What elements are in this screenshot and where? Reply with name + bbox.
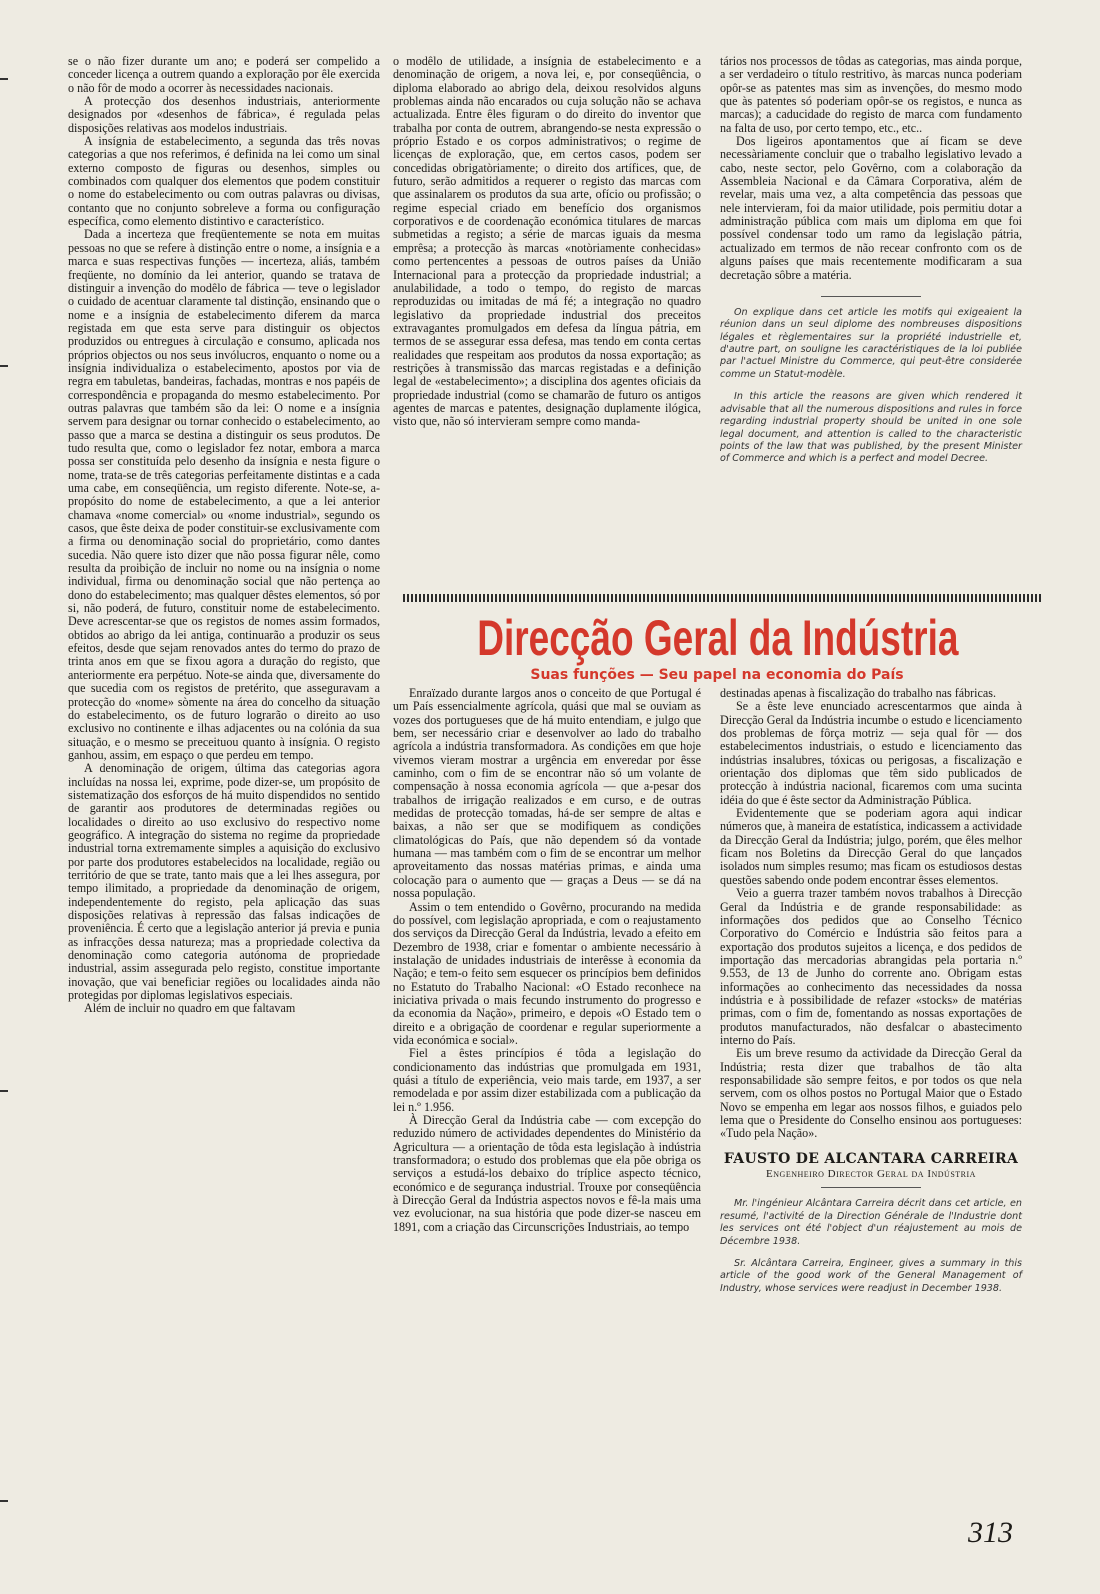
paragraph: Assim o tem entendido o Govêrno, procurando na medida do possível, com legislação apropriada, e com o reajustamento dos serviços da Direcção Geral da Indústria, levado a efeito em Dezembro de 1938, criar e fomentar o ambiente necessário à instalação de unidades industriais de interêsse à economia da Nação; e tem-o feito sem esquecer os princípios bem definidos no Estatuto do Trabalho Nacional: «O Estado reconhece na iniciativa privada o mais fecundo instrumento do progresso e da economia da Nação», primeiro, e depois «O Estado tem o direito e a obrigação de coordenar e regular superiormente a vida económica e social». [393,899,701,1047]
article-title: Direcção Geral da Indústria [477,610,959,666]
paragraph: Fiel a êstes princípios é tôda a legislação do condicionamento das indústrias que promulgada em 1931, quási a título de experiência, veio mais tarde, em 1937, a ser remodelada e por assim dizer estabilizada com a publicação da lei n.º 1.956. [393,1046,701,1114]
article-subtitle: Suas funções — Seu papel na economia do País [530,667,904,683]
paragraph: o modêlo de utilidade, a insígnia de estabelecimento e a denominação de origem, a nova lei, e, por conseqüência, o diploma elaborado ao abrigo dela, deixou resolvidos alguns problemas ainda não encarados ou cuja solução não se achava actualizada. Entre êles figuram o do direito do inventor que trabalha por conta de outrem, abrangendo-se nesta expressão o próprio Estado e os corpos administrativos; o regime de licenças de exploração, que, em certos casos, podem ser concedidas obrigatòriamente; o direito dos artífices, que, de futuro, serão admitidos a requerer o registo das marcas com que assinalarem os produtos da sua arte, ofício ou profissão; o regime especial criado em benefício dos organismos corporativos e de coordenação económica titulares de marcas submetidas a registo; a série de marcas iguais da mesma emprêsa; a protecção às marcas «notòriamente conhecidas» como pertencentes a pessoas de outros países da União Internacional para a protecção da propriedade industrial; a anulabilidade, a todo o tempo, do registo de marcas reproduzidas ou imitadas de má fé; a integração no quadro legislativo da propriedade industrial dos preceitos extravagantes promulgados em defesa da língua pátria, em termos de se assegurar essa defesa, mas tendo em conta certas realidades que respeitam aos produtos da nossa exportação; as restrições à transmissão das marcas registadas e a definição legal de «estabelecimento»; a disciplina dos agentes oficiais da propriedade industrial (como se chamarão de futuro os antigos agentes de marcas e patentes, designação duplamente ilógica, visto que, não só intervieram sempre como manda- [393,54,701,429]
paragraph: Evidentemente que se poderiam agora aqui indicar números que, à maneira de estatística, indicassem a actividade da Direcção Geral da Indústria; julgo, porém, que êles melhor ficam nos Boletins da Direcção Geral do que lançados isolados num simples resumo; mas ficam os estudiosos destas questões sabendo onde podem encontrar êsses elementos. [720,806,1022,887]
paragraph: se o não fizer durante um ano; e poderá ser compelido a conceder licença a outrem quando a exploração por êle exercida o não fôr de modo a ocorrer às necessidades nacionais. [68,54,380,95]
paragraph: Veio a guerra trazer também novos trabalhos à Direcção Geral da Indústria e de grande responsabilidade: as informações dos pedidos que ao Conselho Técnico Corporativo do Comércio e Indústria são feitos para a exportação dos produtos sujeitos a licença, e dos pedidos de importação das mercadorias abrangidas pela portaria n.º 9.553, de 13 de Junho do corrente ano. Obrigam estas informações ao conhecimento das necessidades da nossa indústria e à possibilidade de refazer «stocks» de matérias primas, com o fim de, fomentando as nossas exportações de produtos manufacturados, não desfalcar o abastecimento interno do País. [720,886,1022,1047]
margin-mark [0,78,8,80]
summary-block [720,307,1022,466]
paragraph: A protecção dos desenhos industriais, anteriormente designados por «desenhos de fábrica», é regulada pelas disposições relativas aos modelos industriais. [68,94,380,135]
divider [821,296,921,297]
page-number: 313 [968,1516,1013,1549]
author-role: Engenheiro Director Geral da Indústria [766,1168,976,1181]
author-name: FAUSTO DE ALCANTARA CARREIRA [723,1150,1019,1167]
column-3-top [720,55,1022,476]
article-column-1 [393,687,701,1234]
column-1 [68,55,380,1016]
paragraph: Além de incluir no quadro em que faltavam [84,1001,296,1016]
paragraph: A insígnia de estabelecimento, a segunda das três novas categorias a que nos referimos, é definida na lei como um sinal externo composto de figuras ou desenhos, simples ou combinados com qualquer dos elementos que podem constituir o nome do estabelecimento ou com outras palavras ou divisas, contanto que no conjunto sobreleve a forma ou configuração específica, como elemento distintivo e característico. [68,134,380,229]
article-column-2 [720,687,1022,1305]
column-2-top [393,55,701,429]
paragraph: tários nos processos de tôdas as categorias, mas ainda porque, a ser verdadeiro o título restritivo, às marcas nunca poderiam opôr-se as patentes mas sim as invenções, do mesmo modo que às patentes só poderiam opôr-se os registos, e nunca as marcas); a caducidade do registo de marca com fundamento na falta de uso, por certo tempo, etc., etc.. [720,54,1022,135]
paragraph: destinadas apenas à fiscalização do trabalho nas fábricas. [720,686,997,700]
margin-mark [0,365,8,367]
paragraph: Enraïzado durante largos anos o conceito de que Portugal é um País essencialmente agrícola, quási que mal se ouviam as vozes dos portugueses que de há muito entendiam, e julgo que bem, ser necessário criar e desenvolver ao lado do trabalho agrícola a indústria transformadora. As condições em que hoje vivemos vieram mostrar a urgência em enveredar por êsse caminho, com o fim de se encontrar não só um volante de compensação à nossa economia agrícola — que a-pesar dos trabalhos de irrigação realizados e em curso, e de outras medidas de protecção tomadas, há-de ser sempre de altas e baixas, a não ser que se modifiquem as condições climatológicas do País, que não dependem só da vontade humana — mas também com o fim de se encontrar um melhor aproveitamento das nossas matérias primas, e ainda uma colocação para o aumento que — graças a Deus — se dá na nossa população. [393,686,701,901]
summary-french: On explique dans cet article les motifs qui exigeaient la réunion dans un seul diplome des nombreuses dispositions légales et règlementaires sur la propriété industrielle et, d'autre part, on souligne les caractéristiques de la loi publiée par l'actuel Ministre du Commerce, qui peut-être considerée comme un Statut-modèle. [720,306,1022,380]
paragraph: A denominação de origem, última das categorias agora incluídas na nossa lei, exprime, pode dizer-se, um propósito de sistematização dos esforços de há muito dispendidos no sentido de garantir aos produtores de determinadas regiões ou localidades o direito ao uso exclusivo do respectivo nome geográfico. A integração do sistema no regime da propriedade industrial torna extremamente simples a aquisição do exclusivo por parte dos produtores estabelecidos na localidade, região ou território de que se trate, tanto mais que a lei lhes assegura, por tempo ilimitado, a propriedade da denominação de origem, independentemente do registo, pela aplicação das suas disposições relativas à repressão das falsas indicações de proveniência. É certo que a legislação anterior já previa e punia as infracções dessa natureza; mas a propriedade colectiva da denominação como categoria autónoma de propriedade industrial, assim assegurada pelo registo, constitue importante inovação, que vai beneficiar regiões ou localidades ainda não protegidas por diplomas legislativos especiais. [68,761,380,1003]
summary-french: Mr. l'ingénieur Alcântara Carreira décrit dans cet article, en resumé, l'activité de la Direction Générale de l'Industrie dont les services ont été l'object d'un réajustement au mois de Décembre 1938. [720,1198,1022,1247]
paragraph: Dada a incerteza que freqüentemente se nota em muitas pessoas no que se refere à distinção entre o nome, a insígnia e a marca e suas respectivas funções — incerteza, aliás, também freqüente, no domínio da lei anterior, quando se tratava de distinguir a invenção do modêlo de fábrica — teve o legislador o cuidado de acentuar claramente tal distinção, ensinando que o nome e a insígnia de estabelecimento diferem da marca registada em que esta serve para distinguir os objectos produzidos ou entregues à circulação e consumo, aplicada nos próprios objectos ou nos seus invólucros, enquanto o nome ou a insígnia individualiza o estabelecimento, apostos por via de regra em tabuletas, bandeiras, fachadas, montras e nos papéis de correspondência e propaganda do mesmo estabelecimento. Por outras palavras que também são da lei: O nome e a insígnia servem para designar ou tornar conhecido o estabelecimento, ao passo que a marca se destina a distinguir os seus produtos. De tudo resulta que, como o legislador fez notar, embora a marca possa ser constituída pelo desenho da insígnia e nesta figure o nome, trata-se de três categorias perfeitamente distintas e a cada uma cabe, em conseqüência, um registo diferente. Note-se, a-propósito do nome de estabelecimento, a que a lei anterior chamava «nome comercial» ou «nome industrial», segundo os casos, que êste deixa de poder constituir-se exclusivamente com a firma ou denominação social do proprietário, como dantes sucedia. Não quere isto dizer que não possa figurar nêle, como resulta da proibição de incluir no nome ou na insígnia o nome individual, firma ou denominação social que não pertença ao dono do estabelecimento; mas qualquer dêstes elementos, só por si, não poderá, de futuro, constituir nome de estabelecimento. Deve acrescentar-se que os registos de nomes assim formados, obtidos ao abrigo da lei antiga, continuarão a produzir os seus efeitos, desde que sejam renovados antes do termo do prazo de trinta anos em que se fixou agora a duração do registo, que anteriormente era perpétuo. Note-se ainda que, diversamente do que sucedia com os registos de pretérito, que asseguravam a protecção do «nome» sòmente na área do concelho da situação do estabelecimento, os de futuro lograrão o direito ao uso exclusivo no continente e ilhas adjacentes ou na colónia da sua situação, e o mesmo se preceituou quanto à insígnia. O registo ganhou, assim, em espaço o que perdeu em tempo. [68,227,381,762]
summary-english: In this article the reasons are given which rendered it advisable that all the numerous dispositions and rules in force regarding industrial property should be united in one sole legal document, and attention is called to the characteristic points of the law that was published, by the present Minister of Commerce and which is a perfect and model Decree. [720,391,1022,465]
section-divider [403,594,1041,602]
paragraph: Eis um breve resumo da actividade da Direcção Geral da Indústria; resta dizer que trabalhos de tão alta responsabilidade são sempre feitos, e por todos os que nela servem, com os olhos postos no Portugal Maior que o Estado Novo se empenha em legar aos nossos filhos, e guiados pelo lema que o Presidente do Conselho ensinou aos portugueses: «Tudo pela Nação». [720,1046,1022,1141]
margin-mark [0,1500,8,1502]
summary-block [720,1198,1022,1295]
margin-mark [0,1090,8,1092]
paragraph: Se a êste leve enunciado acrescentarmos que ainda à Direcção Geral da Indústria incumbe o estudo e licenciamento dos problemas de fôrça motriz — seja qual fôr — dos estabelecimentos industriais, o estudo e licenciamento das indústrias insalubres, tóxicas ou perigosas, a fiscalização e orientação dos diplomas que têm sido publicados de protecção à indústria nacional, ficaremos com uma sucinta idéia do que é êste sector da Administração Pública. [720,699,1022,807]
divider [821,1187,921,1188]
paragraph: Dos ligeiros apontamentos que aí ficam se deve necessàriamente concluir que o trabalho legislativo levado a cabo, neste sector, pelo Govêrno, com a colaboração da Assembleia Nacional e da Câmara Corporativa, além de revelar, mais uma vez, a alta competência das pessoas que nele intervieram, foi da maior utilidade, pois permitiu dotar a administração pública com mais um diploma em que foi possível condensar todo um ramo da legislação pátria, actualizado em termos de não recear confronto com os de alguns países que mais recentemente modificaram a sua decretação sôbre a matéria. [720,134,1022,282]
summary-english: Sr. Alcântara Carreira, Engineer, gives a summary in this article of the good work of the General Management of Industry, whose services were readjust in December 1938. [720,1258,1022,1294]
paragraph: À Direcção Geral da Indústria cabe — com excepção do reduzido número de actividades dependentes do Ministério da Agricultura — a orientação de tôda esta legislação à indústria transformadora; o estudo dos problemas que ela põe obriga os serviços a estudá-los debaixo do tríplice aspecto técnico, económico e de segurança industrial. Trouxe por conseqüência à Direcção Geral da Indústria aspectos novos e fê-la mais uma vez evolucionar, na sua história que pode dizer-se nasceu em 1891, com a criação das Circunscrições Industriais, ao tempo [393,1113,701,1234]
